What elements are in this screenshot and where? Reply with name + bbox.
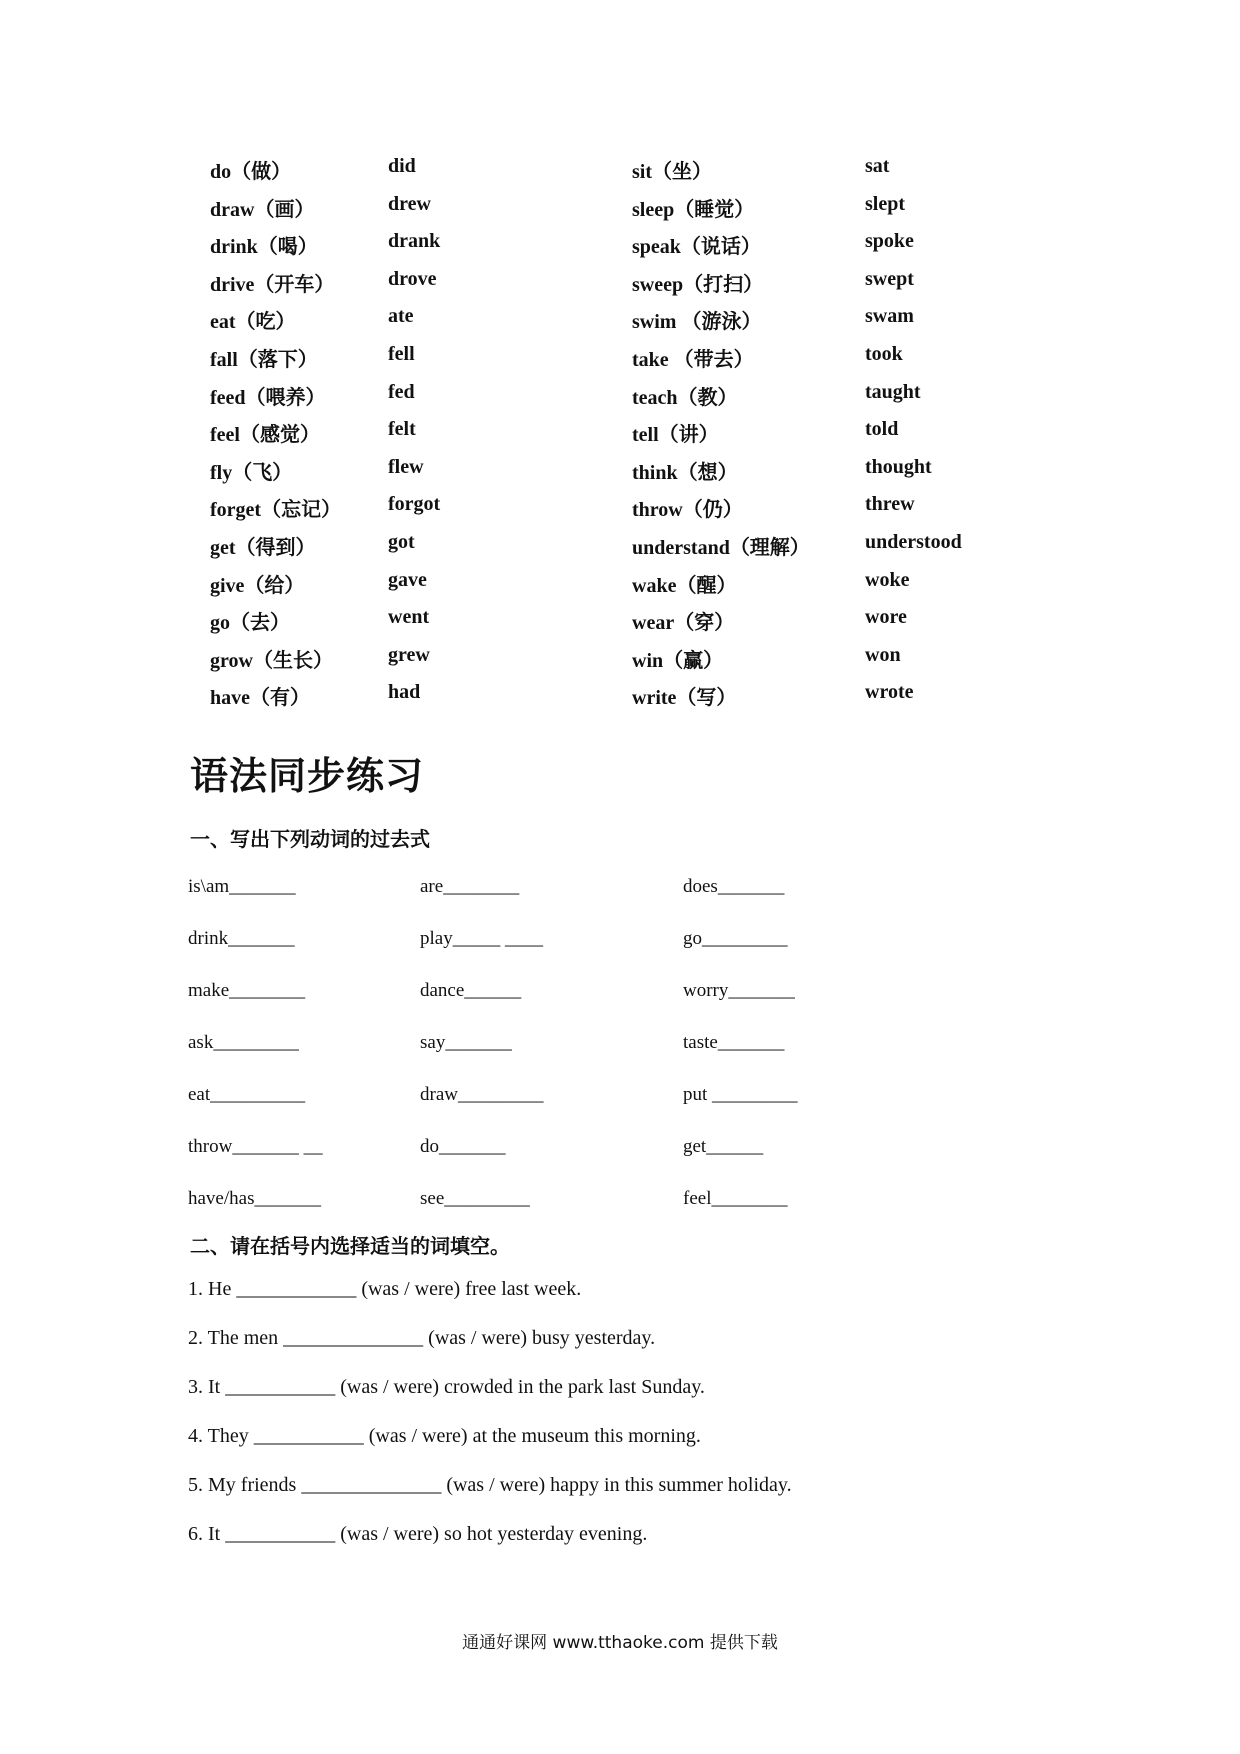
verb-past: wrote <box>865 681 914 704</box>
verb-base: give（给） <box>210 574 305 597</box>
verb-past: swept <box>865 267 914 290</box>
verb-base: get（得到） <box>210 536 316 559</box>
verb-base: feel（感觉） <box>210 424 320 447</box>
verb-base: understand（理解） <box>632 536 810 559</box>
verb-past: threw <box>865 493 915 516</box>
fill-item: taste_______ <box>683 1032 785 1053</box>
verb-row <box>210 193 1010 231</box>
verb-past: did <box>388 155 416 177</box>
verb-past: sat <box>865 155 890 177</box>
verb-base: take （带去） <box>632 348 754 371</box>
verb-past: went <box>388 606 430 629</box>
fill-item: throw_______ __ <box>188 1136 323 1157</box>
verb-base: think（想） <box>632 461 738 484</box>
page-footer: 通通好课网 www.tthaoke.com 提供下载 <box>462 1633 778 1653</box>
fill-item: does_______ <box>683 876 785 897</box>
verb-past: wore <box>865 606 907 629</box>
verb-base: feed（喂养） <box>210 386 326 409</box>
fill-item: drink_______ <box>188 928 295 949</box>
verb-row <box>210 268 1010 306</box>
verb-base: wake（醒） <box>632 574 737 597</box>
fill-item: see_________ <box>420 1188 530 1209</box>
verb-base: drive（开车） <box>210 273 335 296</box>
verb-base: drink（喝） <box>210 236 318 259</box>
section-2-title: 二、请在括号内选择适当的词填空。 <box>190 1234 510 1258</box>
verb-row <box>210 155 1010 193</box>
verb-base: swim （游泳） <box>632 311 762 334</box>
sentence-item: 5. My friends ______________ (was / were) happy in this summer holiday. <box>188 1474 792 1496</box>
verb-base: sleep（睡觉） <box>632 198 755 221</box>
fill-item: dance______ <box>420 980 522 1001</box>
verb-past: slept <box>865 192 905 215</box>
verb-past: had <box>388 681 421 704</box>
verb-base: eat（吃） <box>210 311 296 334</box>
sentence-item: 1. He ____________ (was / were) free last week. <box>188 1278 582 1300</box>
verb-past: felt <box>388 418 416 441</box>
verb-past: grew <box>388 643 430 666</box>
fill-item: put _________ <box>683 1084 798 1105</box>
fill-row <box>188 980 888 1032</box>
verb-base: speak（说话） <box>632 236 761 259</box>
fill-item: feel________ <box>683 1188 788 1209</box>
verb-past: gave <box>388 568 427 591</box>
fill-row <box>188 1032 888 1084</box>
verb-past: told <box>865 418 899 441</box>
verb-base: fall（落下） <box>210 348 318 371</box>
verb-past: won <box>865 643 901 666</box>
verb-base: win（赢） <box>632 649 724 672</box>
verb-base: tell（讲） <box>632 424 719 447</box>
verb-past: fed <box>388 380 415 403</box>
fill-row <box>188 1136 888 1188</box>
verb-past: fell <box>388 342 415 365</box>
verb-row <box>210 606 1010 644</box>
verb-base: sweep（打扫） <box>632 273 764 296</box>
fill-item: worry_______ <box>683 980 795 1001</box>
fill-item: say_______ <box>420 1032 512 1053</box>
sentence-item: 3. It ___________ (was / were) crowded in the park last Sunday. <box>188 1376 705 1398</box>
verb-past: thought <box>865 455 932 478</box>
fill-item: have/has_______ <box>188 1188 321 1209</box>
verb-past: woke <box>865 568 910 591</box>
verb-past: drew <box>388 192 431 215</box>
fill-item: ask_________ <box>188 1032 299 1053</box>
verb-base: sit（坐） <box>632 161 712 183</box>
verb-row <box>210 381 1010 419</box>
verb-base: do（做） <box>210 161 292 183</box>
verb-base: have（有） <box>210 687 310 710</box>
verb-base: fly（飞） <box>210 461 293 484</box>
sentence-list <box>188 1278 792 1572</box>
verb-base: forget（忘记） <box>210 499 342 522</box>
verb-row <box>210 343 1010 381</box>
verb-base: write（写） <box>632 687 737 710</box>
verb-row <box>210 493 1010 531</box>
verb-row <box>210 456 1010 494</box>
fill-item: make________ <box>188 980 306 1001</box>
verb-table <box>210 155 1010 719</box>
verb-past: swam <box>865 305 914 328</box>
sentence-item: 2. The men ______________ (was / were) busy yesterday. <box>188 1327 656 1349</box>
verb-past: took <box>865 342 903 365</box>
fill-row <box>188 876 888 928</box>
verb-row <box>210 305 1010 343</box>
fill-item: draw_________ <box>420 1084 544 1105</box>
verb-row <box>210 418 1010 456</box>
fill-item: get______ <box>683 1136 764 1157</box>
fill-in-grid <box>188 876 888 1240</box>
section-1-title: 一、写出下列动词的过去式 <box>190 827 430 851</box>
verb-row <box>210 569 1010 607</box>
fill-item: go_________ <box>683 928 788 949</box>
verb-past: forgot <box>388 493 441 516</box>
fill-row <box>188 1084 888 1136</box>
verb-past: flew <box>388 455 424 478</box>
sentence-item: 6. It ___________ (was / were) so hot yesterday evening. <box>188 1523 648 1545</box>
verb-past: ate <box>388 305 414 328</box>
verb-base: wear（穿） <box>632 612 735 635</box>
verb-past: taught <box>865 380 921 403</box>
fill-row <box>188 928 888 980</box>
fill-item: are________ <box>420 876 520 897</box>
verb-base: throw（仍） <box>632 499 743 522</box>
verb-row <box>210 531 1010 569</box>
verb-past: got <box>388 530 415 553</box>
verb-row <box>210 681 1010 719</box>
fill-item: play_____ ____ <box>420 928 543 949</box>
verb-past: understood <box>865 530 962 553</box>
verb-row <box>210 644 1010 682</box>
verb-past: spoke <box>865 230 914 253</box>
verb-past: drank <box>388 230 441 253</box>
verb-base: draw（画） <box>210 198 315 221</box>
verb-past: drove <box>388 267 437 290</box>
verb-base: teach（教） <box>632 386 738 409</box>
fill-item: eat__________ <box>188 1084 306 1105</box>
verb-base: grow（生长） <box>210 649 333 672</box>
page-heading: 语法同步练习 <box>190 754 425 798</box>
fill-item: is\am_______ <box>188 876 296 897</box>
verb-base: go（去） <box>210 612 290 635</box>
fill-item: do_______ <box>420 1136 506 1157</box>
verb-row <box>210 230 1010 268</box>
sentence-item: 4. They ___________ (was / were) at the museum this morning. <box>188 1425 701 1447</box>
